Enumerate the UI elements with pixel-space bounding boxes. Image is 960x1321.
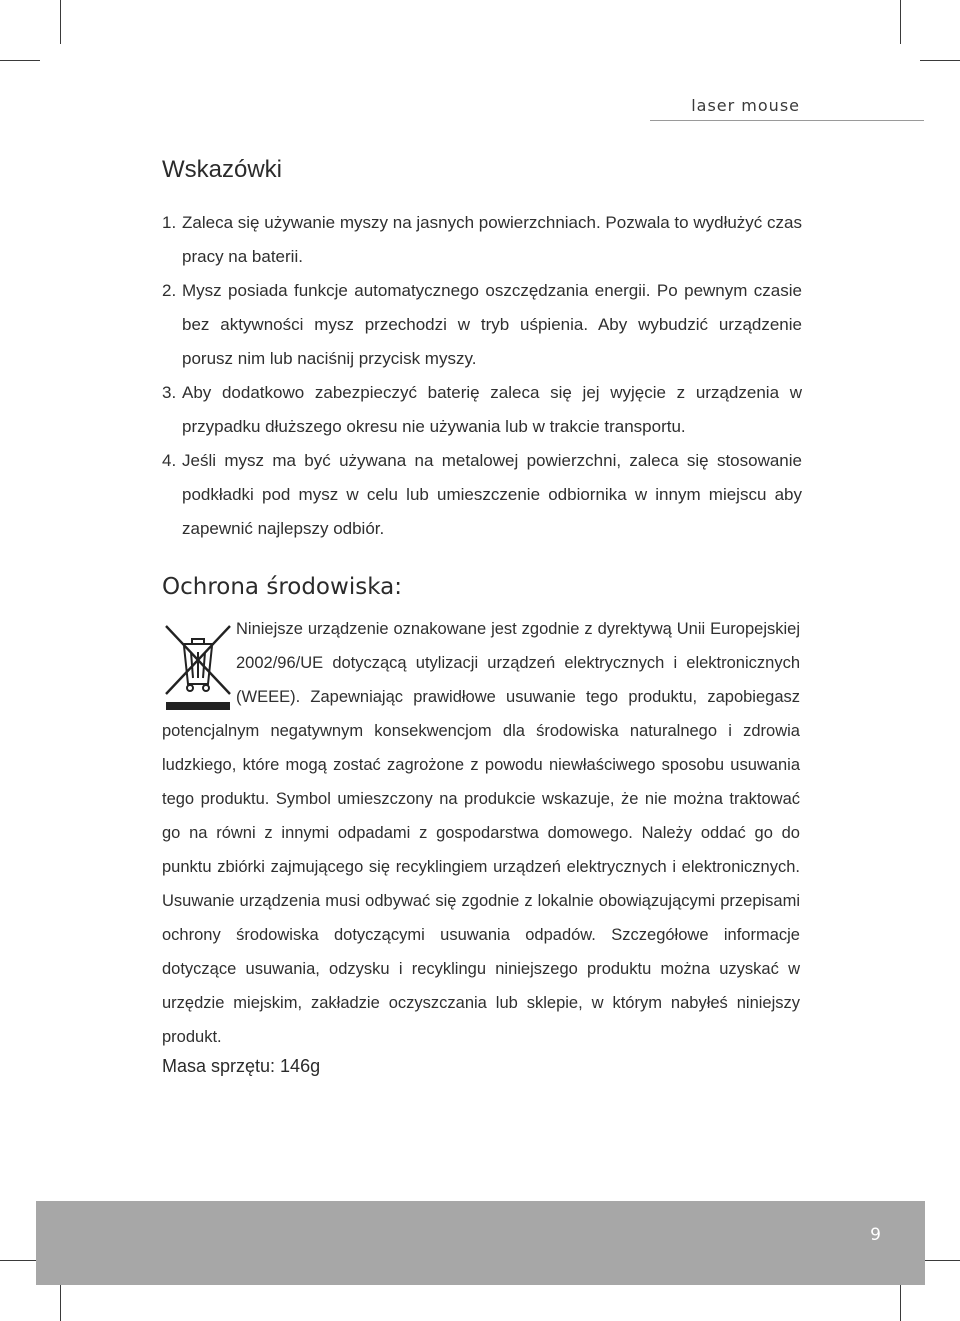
header-rule [650, 120, 924, 121]
header-label: laser mouse [691, 96, 800, 115]
list-item [162, 206, 802, 274]
list-item-text: Mysz posiada funkcje automatycznego oszczędzania energii. Po pewnym czasie bez aktywności mysz przechodzi w tryb uśpienia. Aby wybudzić urządzenie porusz nim lub naciśnij przycisk myszy. [182, 281, 802, 368]
tips-list [162, 206, 802, 546]
list-item-number: 4. [162, 451, 177, 470]
list-item [162, 274, 802, 376]
footer-bar [36, 1201, 925, 1285]
environment-title: Ochrona środowiska: [162, 574, 402, 600]
list-item [162, 444, 802, 546]
crop-mark [0, 1260, 40, 1261]
list-item-number: 1. [162, 213, 177, 232]
crop-mark [60, 0, 61, 44]
environment-text: Niniejsze urządzenie oznakowane jest zgodnie z dyrektywą Unii Europejskiej 2002/96/UE dotyczącą utylizacji urządzeń elektrycznych i elektronicznych (WEEE). Zapewniając prawidłowe usuwanie tego produktu, zapobiegasz potencjalnym negatywnym konsekwencjom dla środowiska naturalnego i zdrowia ludzkiego, które mogą zostać zagrożone z powodu niewłaściwego sposobu usuwania tego produktu. Symbol umieszczony na produkcie wskazuje, że nie można traktować go na równi z innymi odpadami z gospodarstwa domowego. Należy oddać go do punktu zbiórki zajmującego się recyklingiem urządzeń elektrycznych i elektronicznych. Usuwanie urządzenia musi odbywać się zgodnie z lokalnie obowiązującymi przepisami ochrony środowiska dotyczącymi usuwania odpadów. Szczegółowe informacje dotyczące usuwania, odzysku i recyklingu niniejszego produktu można uzyskać w urzędzie miejskim, zakładzie oczyszczania lub sklepie, w którym nabyłeś niniejszy produkt. [162, 620, 800, 1046]
crop-mark [920, 1260, 960, 1261]
list-item [162, 376, 802, 444]
crop-mark [920, 60, 960, 61]
crop-mark [0, 60, 40, 61]
list-item-number: 2. [162, 281, 177, 300]
crop-mark [900, 0, 901, 44]
environment-text-block [162, 612, 800, 1054]
equipment-mass: Masa sprzętu: 146g [162, 1056, 321, 1076]
list-item-number: 3. [162, 383, 177, 402]
list-item-text: Aby dodatkowo zabezpieczyć baterię zaleca się jej wyjęcie z urządzenia w przypadku dłuższego okresu nie używania lub w trakcie transportu. [182, 383, 802, 436]
page-number: 9 [870, 1225, 881, 1245]
list-item-text: Jeśli mysz ma być używana na metalowej powierzchni, zaleca się stosowanie podkładki pod mysz w celu lub umieszczenie odbiornika w innym miejscu aby zapewnić najlepszy odbiór. [182, 451, 802, 538]
tips-title: Wskazówki [162, 156, 283, 183]
list-item-text: Zaleca się używanie myszy na jasnych powierzchniach. Pozwala to wydłużyć czas pracy na baterii. [182, 213, 802, 266]
icon-spacer [162, 612, 236, 708]
